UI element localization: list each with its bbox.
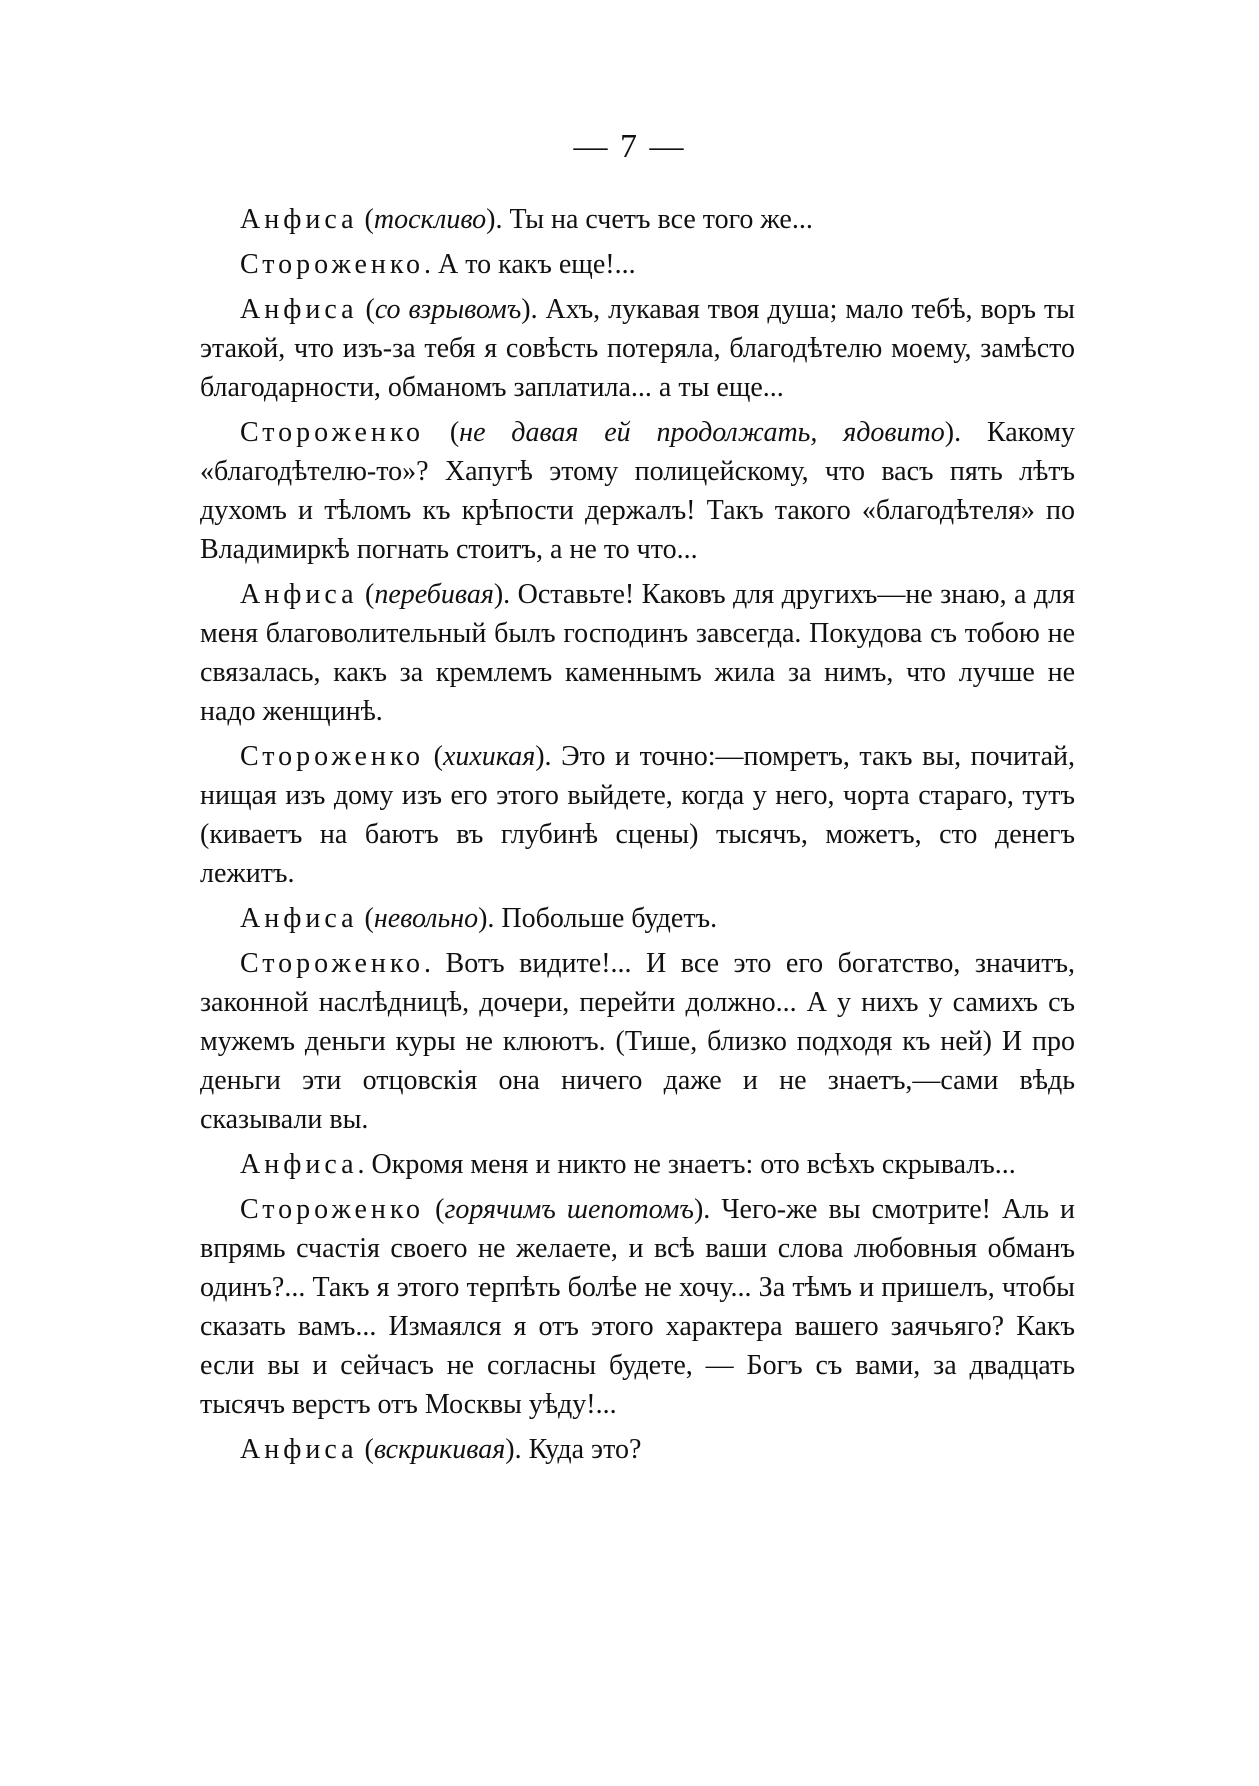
line-text: ). Ты на счетъ все того же... (486, 204, 813, 235)
line-text: ). Это и точно:—помретъ, такъ вы, почитай, нищая изъ дому изъ его этого выйдете, когда у него, чорта стараго, тутъ (киваетъ на баютъ въ глубинѣ сцены) тысячъ, можетъ, сто денегъ лежитъ. (200, 741, 1075, 889)
speaker-name: Анфиса (240, 1149, 358, 1180)
speaker-name: Анфиса (240, 903, 358, 934)
dialogue-paragraph (200, 200, 1075, 239)
speaker-name: Анфиса (240, 579, 358, 610)
speaker-name: Анфиса (240, 204, 358, 235)
line-text: ( (357, 204, 374, 235)
dialogue-paragraph (200, 899, 1075, 938)
speaker-name: Анфиса (240, 1434, 358, 1465)
stage-direction: тоскливо (373, 204, 487, 235)
line-text: ). Ахъ, лукавая твоя душа; мало тебѣ, воръ ты этакой, что изъ-за тебя я совѣсть потеряла, благодѣтелю моему, замѣсто благодарности, обманомъ заплатила... а ты еще... (200, 294, 1075, 403)
line-text: ( (424, 417, 460, 448)
page-number: — 7 — (573, 128, 686, 165)
line-text: ). Какому «благодѣтелю-то»? Хапугѣ этому полицейскому, что васъ пять лѣтъ духомъ и тѣломъ къ крѣпости держалъ! Такъ такого «благодѣтеля» по Владимиркѣ погнать стоитъ, а не то что... (200, 417, 1075, 565)
dialogue-paragraph (200, 737, 1075, 893)
line-text: . Вотъ видите!... И все это его богатство, значитъ, законной наслѣдницѣ, дочери, перейти должно... А у нихъ у самихъ съ мужемъ деньги куры не клюютъ. (Тише, близко подходя къ ней) И про деньги эти отцовскія она ничего даже и не знаетъ,—сами вѣдь сказывали вы. (200, 948, 1075, 1135)
stage-direction: хихикая (442, 741, 536, 772)
speaker-name: Стороженко (240, 1194, 425, 1225)
line-text: . Окромя меня и никто не знаетъ: ото всѣхъ скрывалъ... (357, 1149, 1016, 1180)
line-text: ( (357, 1434, 374, 1465)
line-text: . А то какъ еще!... (424, 249, 636, 280)
dialogue-paragraph (200, 1190, 1075, 1424)
line-text: ( (357, 903, 374, 934)
line-text: ). Куда это? (505, 1434, 642, 1465)
stage-direction: горячимъ шепотомъ (444, 1194, 694, 1225)
stage-direction: невольно (373, 903, 479, 934)
dialogue-paragraph (200, 1430, 1075, 1469)
dialogue-paragraph (200, 290, 1075, 407)
line-text: ( (357, 579, 375, 610)
dialogue-paragraph (200, 245, 1075, 284)
dialogue-paragraph (200, 413, 1075, 569)
stage-direction: перебивая (374, 579, 494, 610)
stage-direction: со взрывомъ (374, 294, 522, 325)
speaker-name: Стороженко (240, 741, 425, 772)
speaker-name: Стороженко (240, 249, 425, 280)
line-text: ). Побольше будетъ. (478, 903, 718, 934)
line-text: ). Оставьте! Каковъ для другихъ—не знаю, а для меня благоволительный былъ господинъ завсегда. Покудова съ тобою не связалась, какъ за кремлемъ каменнымъ жила за нимъ, что лучше не надо женщинѣ. (200, 579, 1075, 727)
line-text: ( (424, 1194, 445, 1225)
line-text: ( (357, 294, 375, 325)
play-text (200, 200, 1075, 1475)
line-text: ). Чего-же вы смотрите! Аль и впрямь счастія своего не желаете, и всѣ ваши слова любовныя обманъ одинъ?... Такъ я этого терпѣть болѣе не хочу... За тѣмъ и пришелъ, чтобы сказать вамъ... Измаялся я отъ этого характера вашего заячьяго? Какъ если вы и сейчасъ не согласны будете, — Богъ съ вами, за двадцать тысячъ верстъ отъ Москвы уѣду!... (200, 1194, 1076, 1420)
stage-direction: не давая ей продолжать, ядовито (459, 417, 945, 448)
speaker-name: Стороженко (240, 948, 425, 979)
dialogue-paragraph (200, 575, 1075, 731)
line-text: ( (424, 741, 443, 772)
dialogue-paragraph (200, 944, 1075, 1139)
dialogue-paragraph (200, 1145, 1075, 1184)
speaker-name: Стороженко (240, 417, 425, 448)
stage-direction: вскрикивая (373, 1434, 506, 1465)
speaker-name: Анфиса (240, 294, 358, 325)
